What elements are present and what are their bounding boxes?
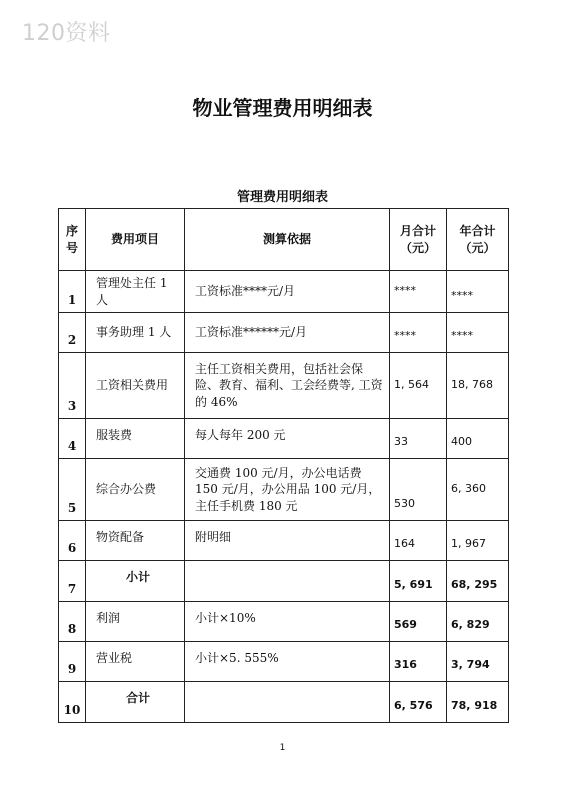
row-no: 9 (59, 642, 86, 682)
row-yearly: 68, 295 (447, 561, 509, 602)
row-monthly: 164 (390, 521, 447, 561)
header-yearly: 年合计（元） (447, 209, 509, 271)
row-basis (185, 561, 390, 602)
table-title: 管理费用明细表 (236, 190, 328, 205)
table-row (59, 313, 509, 353)
row-no: 2 (59, 313, 86, 353)
table-row (59, 521, 509, 561)
row-item: 营业税 (86, 642, 185, 682)
header-item: 费用项目 (86, 209, 185, 271)
row-item: 工资相关费用 (86, 353, 185, 419)
row-yearly: 78, 918 (447, 682, 509, 723)
row-yearly: **** (447, 271, 509, 313)
row-item: 小计 (86, 561, 185, 602)
row-monthly: 316 (390, 642, 447, 682)
row-item: 管理处主任 1 人 (86, 271, 185, 313)
row-yearly: **** (447, 313, 509, 353)
page-title: 物业管理费用明细表 (192, 96, 373, 120)
table-row (59, 353, 509, 419)
row-monthly: 33 (390, 419, 447, 459)
row-yearly: 6, 360 (447, 459, 509, 521)
fee-table (58, 208, 509, 723)
row-no: 10 (59, 682, 86, 723)
row-basis: 小计×10% (185, 602, 390, 642)
row-no: 5 (59, 459, 86, 521)
row-monthly: 5, 691 (390, 561, 447, 602)
row-yearly: 6, 829 (447, 602, 509, 642)
row-item: 服装费 (86, 419, 185, 459)
row-item: 合计 (86, 682, 185, 723)
row-basis: 交通费 100 元/月，办公电话费 150 元/月，办公用品 100 元/月，主任手机费 180 元 (185, 459, 390, 521)
table-row (59, 602, 509, 642)
row-no: 3 (59, 353, 86, 419)
row-monthly: **** (390, 271, 447, 313)
header-no: 序号 (59, 209, 86, 271)
table-row (59, 561, 509, 602)
header-monthly: 月合计（元） (390, 209, 447, 271)
row-basis: 小计×5. 555% (185, 642, 390, 682)
table-row (59, 642, 509, 682)
row-basis (185, 682, 390, 723)
row-monthly: 6, 576 (390, 682, 447, 723)
row-yearly: 1, 967 (447, 521, 509, 561)
row-basis: 每人每年 200 元 (185, 419, 390, 459)
table-row (59, 459, 509, 521)
row-basis: 附明细 (185, 521, 390, 561)
row-monthly: **** (390, 313, 447, 353)
watermark: 120资料 (22, 21, 111, 46)
table-row (59, 271, 509, 313)
table-row (59, 682, 509, 723)
row-item: 利润 (86, 602, 185, 642)
row-yearly: 400 (447, 419, 509, 459)
row-no: 7 (59, 561, 86, 602)
row-no: 1 (59, 271, 86, 313)
row-basis: 工资标准****元/月 (185, 271, 390, 313)
row-basis: 工资标准******元/月 (185, 313, 390, 353)
row-item: 事务助理 1 人 (86, 313, 185, 353)
row-item: 物资配备 (86, 521, 185, 561)
row-yearly: 3, 794 (447, 642, 509, 682)
row-monthly: 530 (390, 459, 447, 521)
row-no: 8 (59, 602, 86, 642)
row-monthly: 569 (390, 602, 447, 642)
row-item: 综合办公费 (86, 459, 185, 521)
row-basis: 主任工资相关费用，包括社会保险、教育、福利、工会经费等, 工资的 46% (185, 353, 390, 419)
header-basis: 测算依据 (185, 209, 390, 271)
table-row (59, 419, 509, 459)
row-no: 4 (59, 419, 86, 459)
row-no: 6 (59, 521, 86, 561)
page-number: 1 (279, 743, 286, 753)
table-header-row (59, 209, 509, 271)
row-monthly: 1, 564 (390, 353, 447, 419)
row-yearly: 18, 768 (447, 353, 509, 419)
